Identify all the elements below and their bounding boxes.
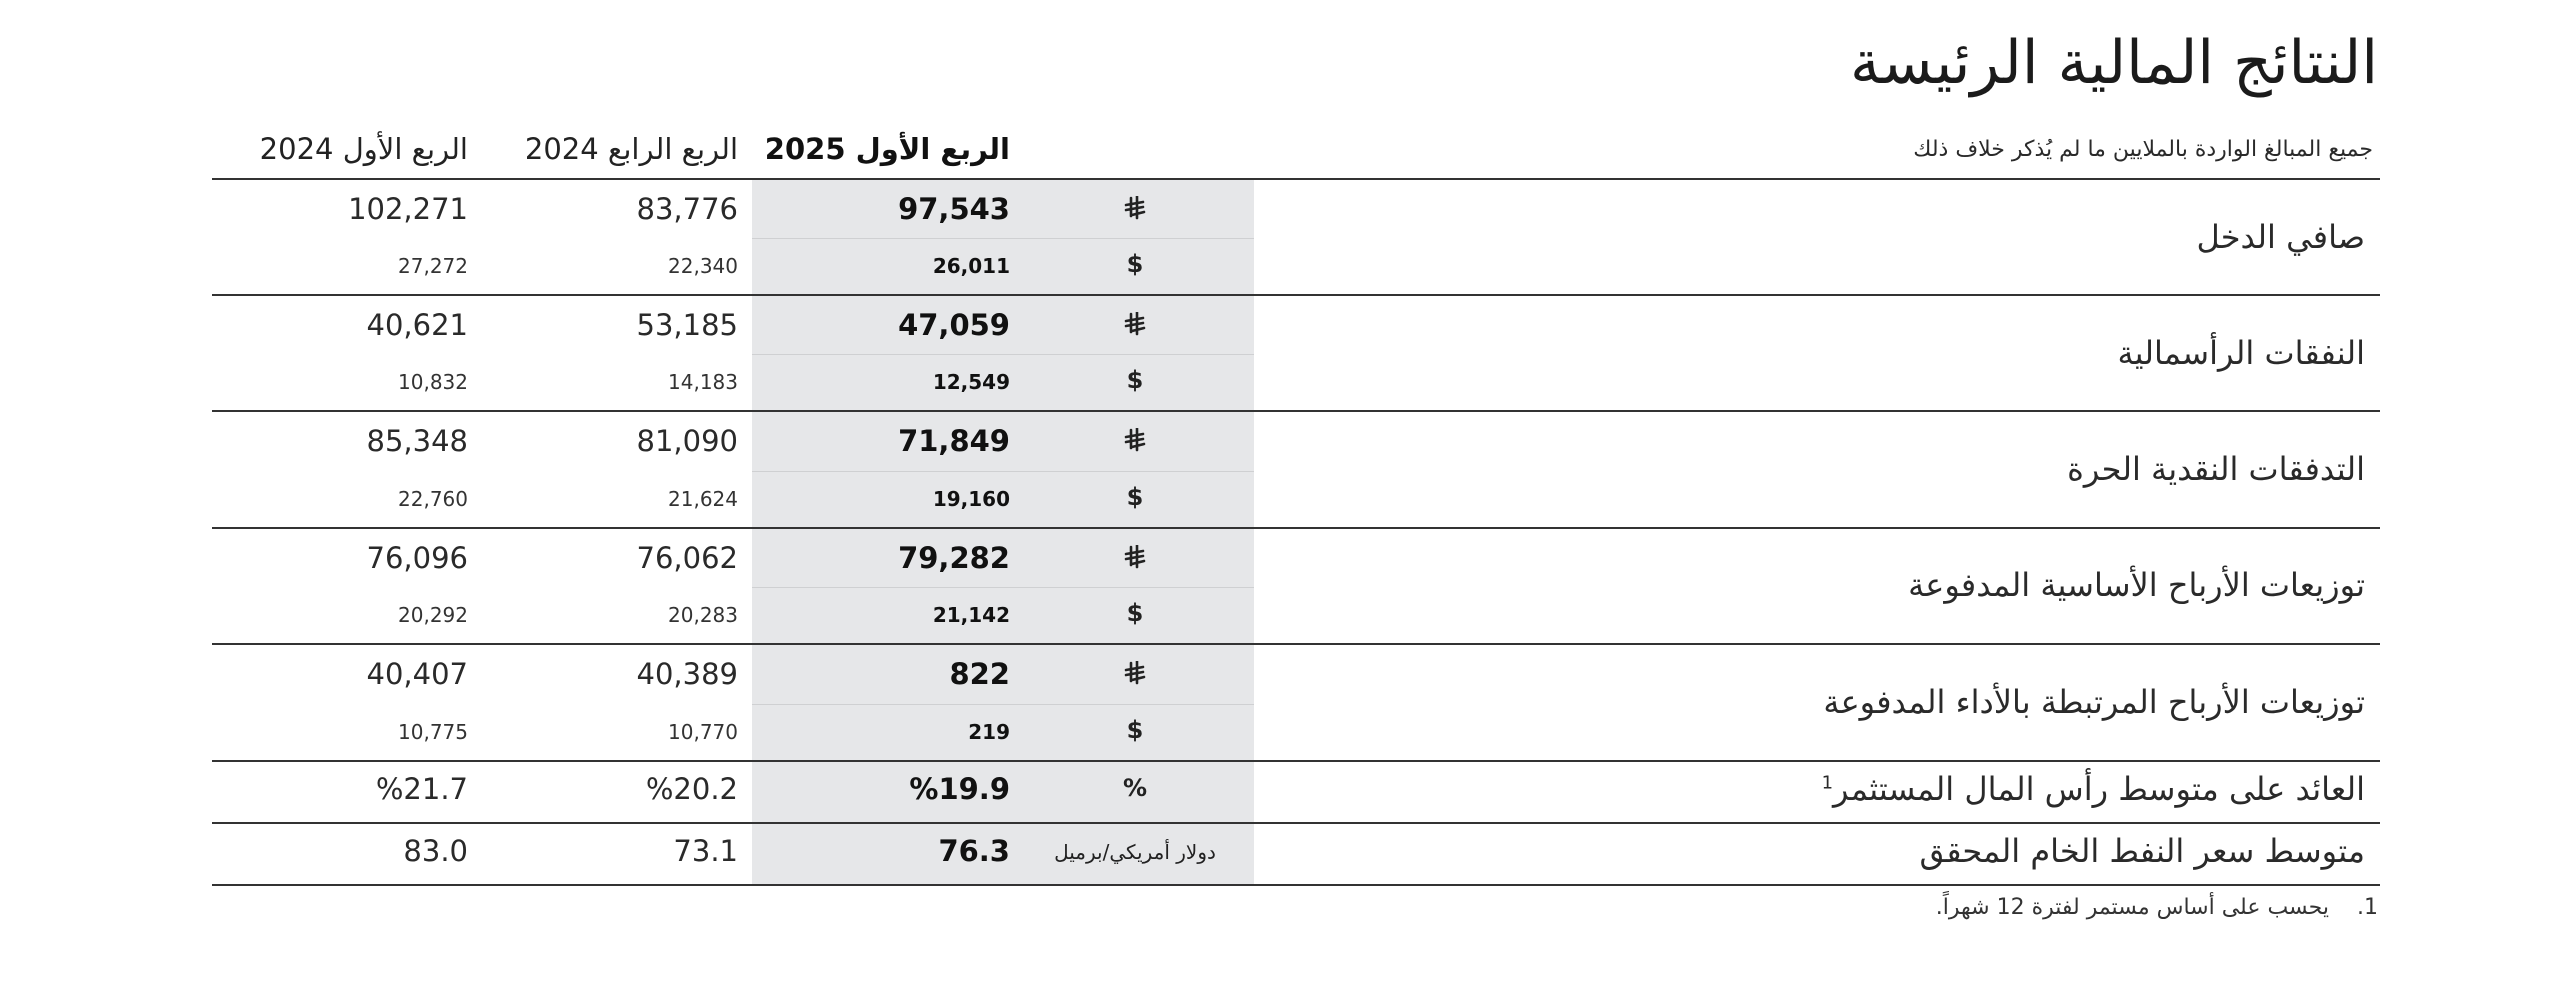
row-separator xyxy=(212,294,2380,296)
oil-price-q1-2024: 83.0 xyxy=(403,834,468,868)
page-title: النتائج المالية الرئيسة xyxy=(1849,28,2378,98)
base-dividends-sar-q1-2025: 79,282 xyxy=(898,541,1010,575)
footnote-text: يحسب على أساس مستمر لفترة 12 شهراً. xyxy=(1935,895,2329,920)
row-label-base-dividends: توزيعات الأرباح الأساسية المدفوعة xyxy=(1908,566,2365,604)
fcf-usd-q4-2024: 21,624 xyxy=(668,487,738,511)
sar-currency-icon xyxy=(1085,194,1185,222)
net-income-usd-q1-2025: 26,011 xyxy=(932,254,1010,278)
fcf-sar-q1-2025: 71,849 xyxy=(898,424,1010,458)
row-separator xyxy=(212,643,2380,645)
fcf-usd-q1-2025: 19,160 xyxy=(932,487,1010,511)
base-dividends-sar-q4-2024: 76,062 xyxy=(636,541,738,575)
oil-price-q4-2024: 73.1 xyxy=(673,834,738,868)
column-header-q1-2025: الربع الأول 2025 xyxy=(764,132,1010,166)
sar-currency-icon xyxy=(1085,426,1185,454)
row-separator xyxy=(212,822,2380,824)
sar-currency-icon xyxy=(1085,310,1185,338)
capex-usd-q1-2024: 10,832 xyxy=(398,370,468,394)
table-bottom-rule xyxy=(212,884,2380,886)
base-dividends-sar-q1-2024: 76,096 xyxy=(366,541,468,575)
net-income-sar-q1-2024: 102,271 xyxy=(348,192,468,226)
usd-unit-label: $ xyxy=(1126,366,1144,394)
fcf-usd-q1-2024: 22,760 xyxy=(398,487,468,511)
subrow-divider xyxy=(752,238,1254,239)
fcf-sar-q4-2024: 81,090 xyxy=(636,424,738,458)
usd-unit-label: $ xyxy=(1126,716,1144,744)
performance-dividends-usd-q4-2024: 10,770 xyxy=(668,720,738,744)
footnote xyxy=(1936,895,2378,920)
performance-dividends-sar-q1-2024: 40,407 xyxy=(366,657,468,691)
row-separator xyxy=(212,527,2380,529)
net-income-sar-q1-2025: 97,543 xyxy=(898,192,1010,226)
performance-dividends-usd-q1-2024: 10,775 xyxy=(398,720,468,744)
row-label-realized-oil-price: متوسط سعر النفط الخام المحقق xyxy=(1919,832,2365,870)
row-label-free-cash-flow: التدفقات النقدية الحرة xyxy=(2067,450,2365,488)
row-label-roace: العائد على متوسط رأس المال المستثمر$^1$ xyxy=(1821,770,2365,808)
sar-currency-icon xyxy=(1085,543,1185,571)
capex-sar-q1-2024: 40,621 xyxy=(366,308,468,342)
oil-price-q1-2025: 76.3 xyxy=(938,834,1010,868)
row-label-performance-dividends: توزيعات الأرباح المرتبطة بالأداء المدفوعة xyxy=(1823,683,2365,721)
subrow-divider xyxy=(752,471,1254,472)
net-income-usd-q4-2024: 22,340 xyxy=(668,254,738,278)
subrow-divider xyxy=(752,704,1254,705)
column-header-q4-2024: الربع الرابع 2024 xyxy=(524,132,738,166)
roace-q4-2024: %20.2 xyxy=(645,772,738,806)
sar-currency-icon xyxy=(1085,659,1185,687)
usd-unit-label: $ xyxy=(1126,250,1144,278)
performance-dividends-usd-q1-2025: 219 xyxy=(968,720,1010,744)
net-income-usd-q1-2024: 27,272 xyxy=(398,254,468,278)
net-income-sar-q4-2024: 83,776 xyxy=(636,192,738,226)
row-label-capital-expenditures: النفقات الرأسمالية xyxy=(2117,334,2365,372)
base-dividends-usd-q4-2024: 20,283 xyxy=(668,603,738,627)
column-header-q1-2024: الربع الأول 2024 xyxy=(259,132,468,166)
row-separator xyxy=(212,410,2380,412)
subrow-divider xyxy=(752,587,1254,588)
roace-q1-2024: %21.7 xyxy=(375,772,468,806)
capex-sar-q4-2024: 53,185 xyxy=(636,308,738,342)
row-separator xyxy=(212,760,2380,762)
capex-sar-q1-2025: 47,059 xyxy=(898,308,1010,342)
fcf-sar-q1-2024: 85,348 xyxy=(366,424,468,458)
performance-dividends-sar-q4-2024: 40,389 xyxy=(636,657,738,691)
base-dividends-usd-q1-2024: 20,292 xyxy=(398,603,468,627)
row-label-net-income: صافي الدخل xyxy=(2196,218,2365,256)
base-dividends-usd-q1-2025: 21,142 xyxy=(932,603,1010,627)
footnote-ref: 1 xyxy=(1821,772,1834,794)
roace-q1-2025: %19.9 xyxy=(909,772,1010,806)
table-top-rule xyxy=(212,178,2380,180)
usd-unit-label: $ xyxy=(1126,483,1144,511)
footnote-number: 1. xyxy=(2357,895,2378,920)
capex-usd-q1-2025: 12,549 xyxy=(932,370,1010,394)
performance-dividends-sar-q1-2025: 822 xyxy=(949,657,1010,691)
percent-unit-label: % xyxy=(1122,774,1148,802)
capex-usd-q4-2024: 14,183 xyxy=(668,370,738,394)
amounts-note: جميع المبالغ الواردة بالملايين ما لم يُذكر خلاف ذلك xyxy=(1913,137,2373,162)
subrow-divider xyxy=(752,354,1254,355)
usd-unit-label: $ xyxy=(1126,599,1144,627)
usd-per-barrel-unit-label: دولار أمريكي/برميل xyxy=(1054,840,1216,864)
